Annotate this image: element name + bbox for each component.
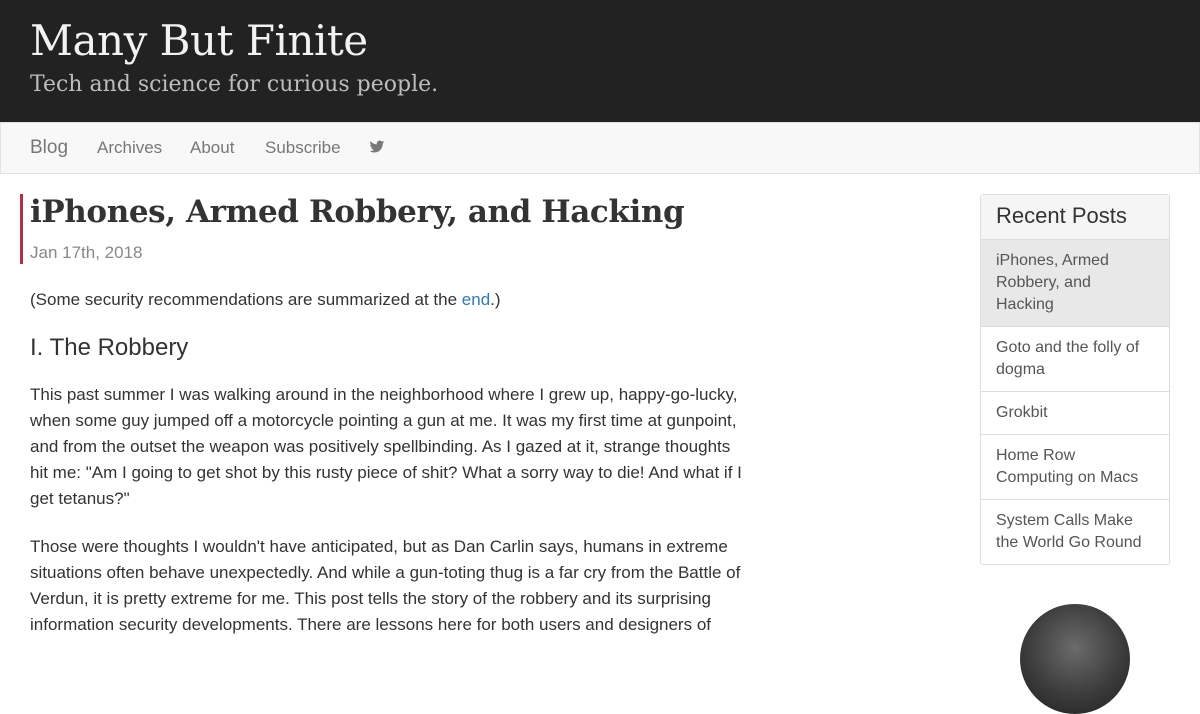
recent-post-line: iPhones, Armed bbox=[996, 252, 1109, 269]
recent-post-line: Robbery, and bbox=[996, 274, 1091, 291]
post-title: iPhones, Armed Robbery, and Hacking bbox=[30, 194, 685, 230]
recent-post-line: the World Go Round bbox=[996, 534, 1142, 551]
site-header bbox=[0, 0, 1200, 122]
paragraph-line: hit me: "Am I going to get shot by this rusty piece of shit? What a sorry way to die! And what if I bbox=[30, 463, 742, 482]
paragraph-line: when some guy jumped off a motorcycle pointing a gun at me. It was my first time at gunpoint, bbox=[30, 411, 737, 430]
intro-text-before: (Some security recommendations are summarized at the bbox=[30, 290, 462, 309]
nav-blog[interactable]: Blog bbox=[30, 137, 69, 158]
paragraph-line: Those were thoughts I wouldn't have anticipated, but as Dan Carlin says, humans in extreme bbox=[30, 537, 728, 556]
nav-about[interactable]: About bbox=[190, 138, 235, 157]
post-intro bbox=[30, 290, 501, 310]
recent-post-line: Goto and the folly of bbox=[996, 339, 1140, 356]
site-title[interactable]: Many But Finite bbox=[30, 16, 368, 65]
paragraph-line: and from the outset the weapon was positively spellbinding. As I gazed at it, strange thoughts bbox=[30, 437, 731, 456]
twitter-bird-icon[interactable] bbox=[369, 139, 385, 155]
navbar bbox=[0, 122, 1200, 174]
paragraph-line: This past summer I was walking around in the neighborhood where I grew up, happy-go-lucky, bbox=[30, 385, 738, 404]
nav-subscribe[interactable]: Subscribe bbox=[265, 138, 341, 157]
recent-post-grokbit[interactable] bbox=[981, 392, 1169, 435]
recent-post-line: Computing on Macs bbox=[996, 469, 1139, 486]
paragraph-line: information security developments. There are lessons here for both users and designers of bbox=[30, 615, 711, 634]
recent-post-line: Home Row bbox=[996, 447, 1076, 464]
recent-post-iphones[interactable] bbox=[981, 240, 1169, 327]
recent-post-line: Hacking bbox=[996, 296, 1054, 313]
post-date: Jan 17th, 2018 bbox=[30, 243, 143, 262]
paragraph-line: get tetanus?" bbox=[30, 489, 130, 508]
recent-post-line: Grokbit bbox=[996, 404, 1048, 421]
author-avatar bbox=[1020, 604, 1130, 714]
post-header bbox=[20, 194, 783, 264]
paragraph-line: situations often behave unexpectedly. And while a gun-toting thug is a far cry from the Battle of bbox=[30, 563, 741, 582]
paragraph-2 bbox=[30, 534, 800, 638]
end-link[interactable]: end bbox=[461, 290, 491, 309]
site-tagline: Tech and science for curious people. bbox=[30, 72, 439, 97]
recent-post-line: dogma bbox=[996, 361, 1045, 378]
recent-post-system-calls[interactable] bbox=[981, 500, 1169, 564]
recent-post-home-row[interactable] bbox=[981, 435, 1169, 500]
paragraph-1 bbox=[30, 382, 800, 512]
recent-post-goto[interactable] bbox=[981, 327, 1169, 392]
recent-posts-panel bbox=[980, 194, 1170, 565]
recent-post-line: System Calls Make bbox=[996, 512, 1133, 529]
intro-text-after: .) bbox=[490, 290, 501, 309]
recent-posts-heading: Recent Posts bbox=[981, 195, 1169, 240]
paragraph-line: Verdun, it is pretty extreme for me. This post tells the story of the robbery and its surprising bbox=[30, 589, 711, 608]
nav-archives[interactable]: Archives bbox=[97, 138, 163, 157]
section-heading: I. The Robbery bbox=[30, 334, 189, 361]
